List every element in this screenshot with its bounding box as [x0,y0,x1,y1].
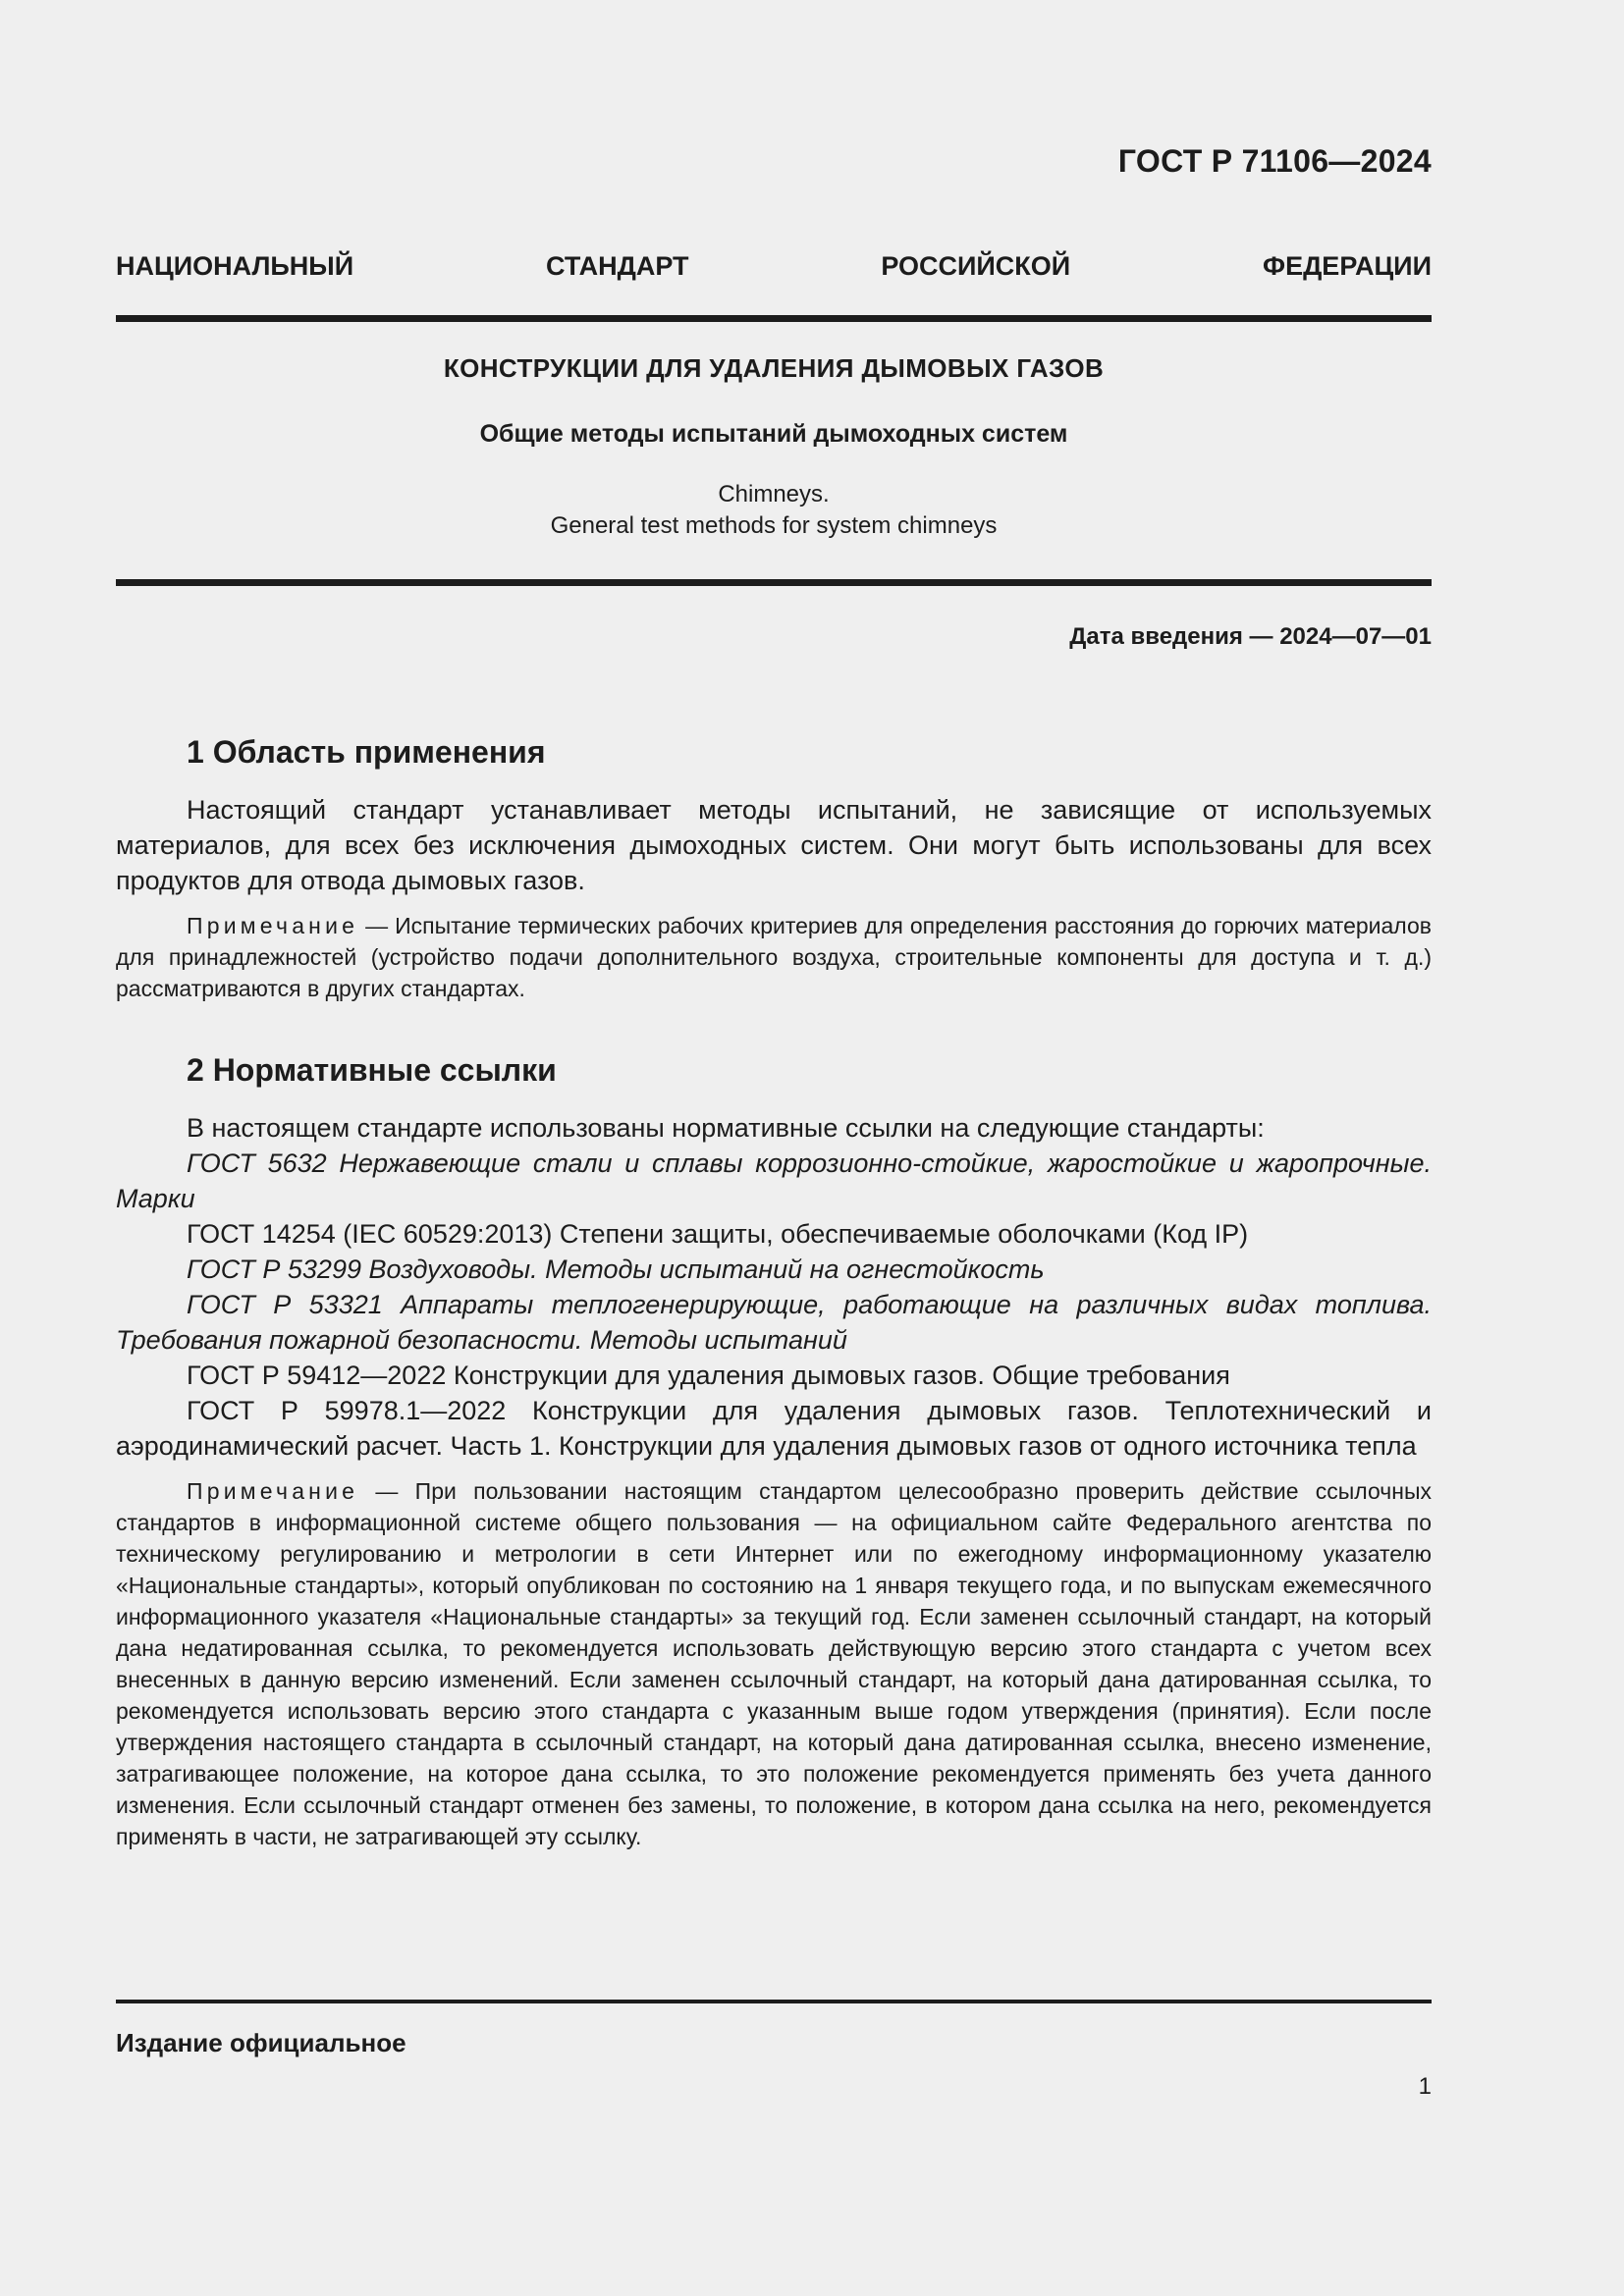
note-label: Примечание [187,1478,359,1504]
reference-item: ГОСТ Р 53321 Аппараты теплогенерирующие, работающие на различных видах топлива. Требования пожарной безопасности. Методы испытаний [116,1290,1432,1355]
top-rule [116,315,1432,322]
reference-item: ГОСТ Р 53299 Воздуховоды. Методы испытаний на огнестойкость [187,1255,1045,1284]
title-rule [116,579,1432,586]
edition-label: Издание официальное [116,2028,406,2057]
reference-item: ГОСТ Р 59412—2022 Конструкции для удаления дымовых газов. Общие требования [187,1361,1230,1390]
footer-rule [116,2000,1432,2003]
section-scope [116,734,1432,1004]
doc-code: ГОСТ Р 71106—2024 [1117,143,1432,179]
section-paragraph: Настоящий стандарт устанавливает методы испытаний, не зависящие от используемых материалов, для всех без исключения дымоходных систем. Они могут быть использованы для всех продуктов для отвода дымовых газов. [116,795,1432,895]
english-title [116,479,1432,542]
note-label: Примечание [187,913,359,938]
note-text: — При пользовании настоящим стандартом целесообразно проверить действие ссылочных стандартов в информационной системе общего пользования — на официальном сайте Федерального агентства по техническому регулированию и метрологии в сети Интернет или по ежегодному информационному указателю «Национальные стандарты», который опубликован по состоянию на 1 января текущего года, и по выпускам ежемесячного информационного указателя «Национальные стандарты» за текущий год. Если заменен ссылочный стандарт, на который дана недатированная ссылка, то рекомендуется использовать действующую версию этого стандарта с учетом всех внесенных в данную версию изменений. Если заменен ссылочный стандарт, на который дана датированная ссылка, то рекомендуется использовать версию этого стандарта с указанным выше годом утверждения (принятия). Если после утверждения настоящего стандарта в ссылочный стандарт, на который дана датированная ссылка, внесено изменение, затрагивающее положение, на которое дана ссылка, то это положение рекомендуется применять без учета данного изменения. Если ссылочный стандарт отменен без замены, то положение, в котором дана ссылка на него, рекомендуется применять в части, не затрагивающей эту ссылку. [116,1478,1432,1849]
document-page [116,0,1432,2296]
section-note [116,1475,1432,1852]
national-standard-banner: НАЦИОНАЛЬНЫЙ СТАНДАРТ РОССИЙСКОЙ ФЕДЕРАЦИИ [116,251,1432,281]
english-title-line1: Chimneys. [718,481,830,507]
document-subtitle: Общие методы испытаний дымоходных систем [479,420,1068,448]
introduction-date: Дата введения — 2024—07—01 [1069,623,1432,650]
section-heading: 2 Нормативные ссылки [187,1052,557,1088]
references-intro: В настоящем стандарте использованы нормативные ссылки на следующие стандарты: [187,1113,1265,1143]
document-title: КОНСТРУКЦИИ ДЛЯ УДАЛЕНИЯ ДЫМОВЫХ ГАЗОВ [443,353,1105,383]
page-number: 1 [1418,2073,1432,2100]
reference-item: ГОСТ 5632 Нержавеющие стали и сплавы коррозионно-стойкие, жаростойкие и жаропрочные. Марки [116,1148,1432,1213]
section-heading: 1 Область применения [187,734,546,770]
reference-item: ГОСТ 14254 (IEC 60529:2013) Степени защиты, обеспечиваемые оболочками (Код IP) [187,1219,1249,1249]
reference-item: ГОСТ Р 59978.1—2022 Конструкции для удаления дымовых газов. Теплотехнический и аэродинамический расчет. Часть 1. Конструкции для удаления дымовых газов от одного источника тепла [116,1396,1432,1461]
note-text: — Испытание термических рабочих критериев для определения расстояния до горючих материалов для принадлежностей (устройство подачи дополнительного воздуха, строительные компоненты для доступа и т. д.) рассматриваются в других стандартах. [116,913,1432,1001]
english-title-line2: General test methods for system chimneys [550,512,998,539]
section-note [116,910,1432,1004]
section-references [116,1052,1432,1852]
